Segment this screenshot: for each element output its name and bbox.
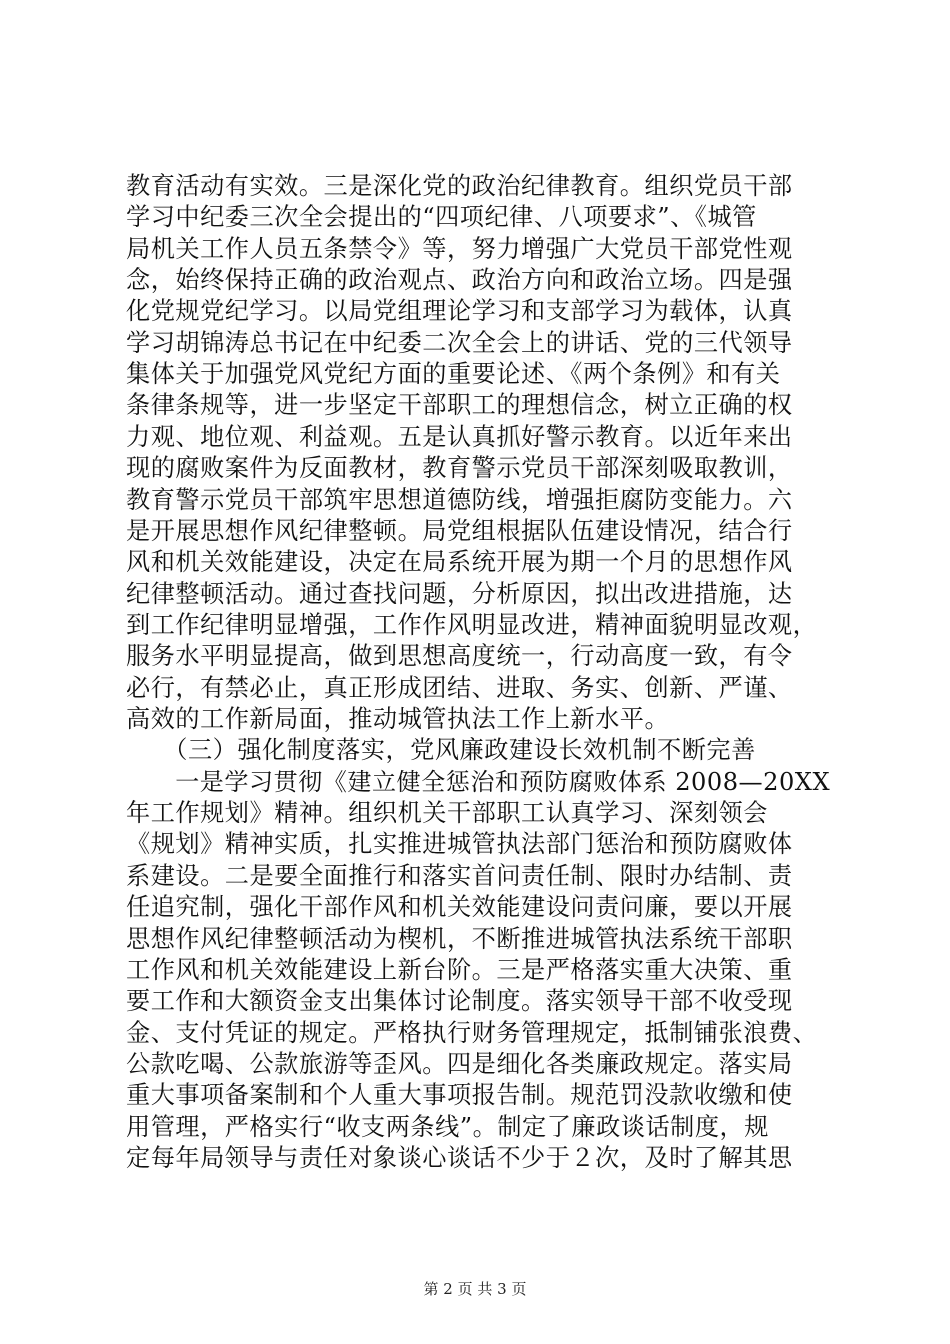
body-line: 教育活动有实效。三是深化党的政治纪律教育。组织党员干部 (126, 172, 793, 200)
body-line: 教育警示党员干部筑牢思想道德防线，增强拒腐防变能力。六 (126, 486, 793, 514)
body-line: 念，始终保持正确的政治观点、政治方向和政治立场。四是强 (126, 266, 793, 294)
body-line: 纪律整顿活动。通过查找问题，分析原因，拟出改进措施，达 (126, 580, 793, 608)
body-line: 集体关于加强党风党纪方面的重要论述、《两个条例》和有关 (126, 360, 781, 388)
body-line: 学习中纪委三次全会提出的“四项纪律、八项要求”、《城管 (126, 203, 757, 231)
body-line: 力观、地位观、利益观。五是认真抓好警示教育。以近年来出 (126, 423, 793, 451)
body-line: 化党规党纪学习。以局党组理论学习和支部学习为载体，认真 (126, 297, 793, 325)
body-line: 学习胡锦涛总书记在中纪委二次全会上的讲话、党的三代领导 (126, 329, 793, 357)
body-line: 一是学习贯彻《建立健全惩治和预防腐败体系 2008—20XX (126, 768, 831, 796)
body-line: 局机关工作人员五条禁令》等，努力增强广大党员干部党性观 (126, 235, 793, 263)
body-line: 现的腐败案件为反面教材，教育警示党员干部深刻吸取教训， (126, 454, 793, 482)
body-line: 《规划》精神实质，扎实推进城管执法部门惩治和预防腐败体 (126, 830, 793, 858)
body-line: 定每年局领导与责任对象谈心谈话不少于２次，及时了解其思 (126, 1144, 793, 1172)
body-line: 风和机关效能建设，决定在局系统开展为期一个月的思想作风 (126, 548, 793, 576)
body-line: 系建设。二是要全面推行和落实首问责任制、限时办结制、责 (126, 862, 793, 890)
body-line: 年工作规划》精神。组织机关干部职工认真学习、深刻领会 (126, 799, 768, 827)
body-line: 工作风和机关效能建设上新台阶。三是严格落实重大决策、重 (126, 956, 793, 984)
body-line: 必行，有禁必止，真正形成团结、进取、务实、创新、严谨、 (126, 674, 793, 702)
body-line: 服务水平明显提高，做到思想高度统一，行动高度一致，有令 (126, 642, 793, 670)
body-line: 任追究制，强化干部作风和机关效能建设问责问廉，要以开展 (126, 893, 793, 921)
body-line: 重大事项备案制和个人重大事项报告制。规范罚没款收缴和使 (126, 1081, 793, 1109)
page-number-footer: 第 2 页 共 3 页 (423, 1280, 527, 1298)
body-line: 高效的工作新局面，推动城管执法工作上新水平。 (126, 705, 670, 733)
body-line: 要工作和大额资金支出集体讨论制度。落实领导干部不收受现 (126, 987, 793, 1015)
body-line: 用管理，严格实行“收支两条线”。制定了廉政谈话制度，规 (126, 1113, 769, 1141)
body-line: 是开展思想作风纪律整顿。局党组根据队伍建设情况，结合行 (126, 517, 793, 545)
body-line: 金、支付凭证的规定。严格执行财务管理规定，抵制铺张浪费、 (126, 1019, 818, 1047)
body-line: 条律条规等，进一步坚定干部职工的理想信念，树立正确的权 (126, 391, 793, 419)
section-heading: （三）强化制度落实，党风廉政建设长效机制不断完善 (126, 736, 756, 764)
body-line: 思想作风纪律整顿活动为楔机，不断推进城管执法系统干部职 (126, 925, 793, 953)
body-line: 公款吃喝、公款旅游等歪风。四是细化各类廉政规定。落实局 (126, 1050, 793, 1078)
body-line: 到工作纪律明显增强，工作作风明显改进，精神面貌明显改观， (126, 611, 818, 639)
